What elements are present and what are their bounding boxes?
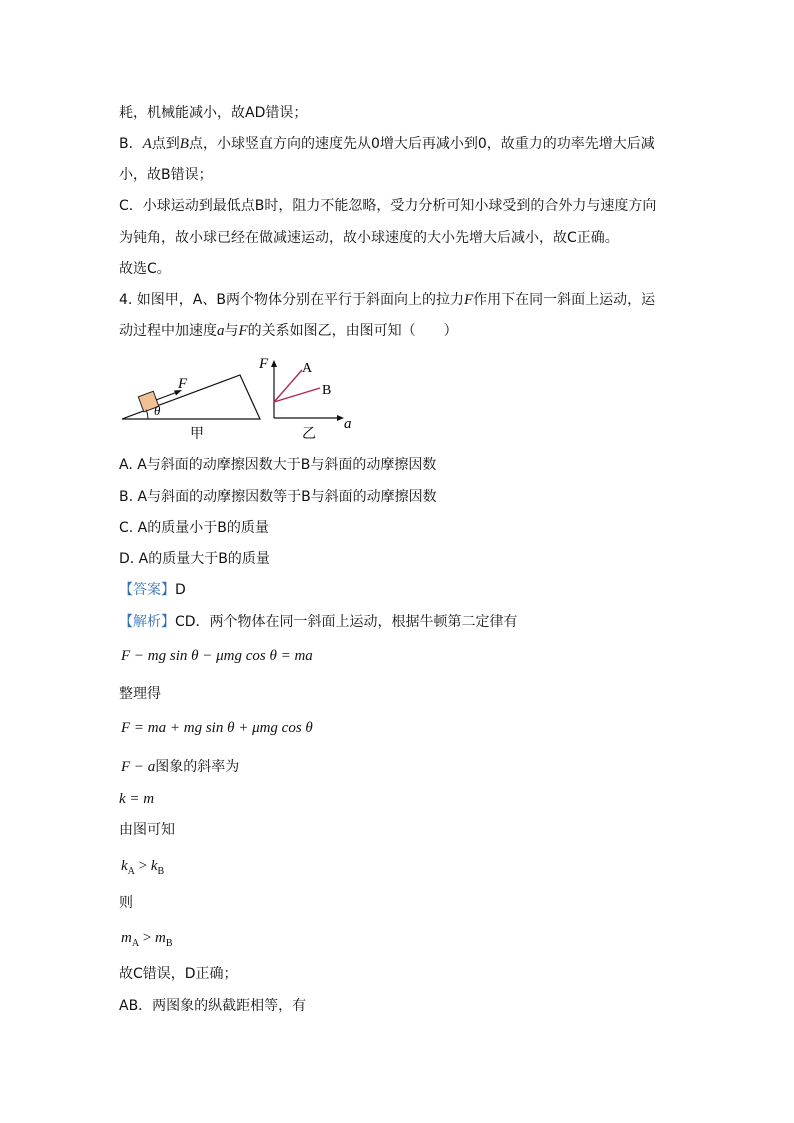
text-zhengli: 整理得: [119, 686, 161, 702]
equation-text: k = m: [119, 791, 155, 807]
angle-label: θ: [154, 403, 161, 418]
option-a: A. A与斜面的动摩擦因数大于B与斜面的动摩擦因数: [119, 457, 437, 473]
text-segment: 与: [224, 323, 239, 339]
option-c: C. A的质量小于B的质量: [119, 520, 269, 536]
text-line-1: 耗，机械能减小，故AD错误；: [119, 105, 308, 121]
option-b: B. A与斜面的动摩擦因数等于B与斜面的动摩擦因数: [119, 489, 437, 505]
analysis-text: CD．两个物体在同一斜面上运动，根据牛顿第二定律有: [175, 614, 518, 630]
figure-caption-jia: 甲: [190, 427, 204, 442]
equation-text: F − mg sin θ − μmg cos θ = ma: [121, 648, 313, 664]
text-line-6: 故选C。: [119, 261, 171, 277]
force-symbol: F: [464, 292, 474, 308]
point-b-symbol: B: [179, 136, 189, 152]
angle-arc: [146, 410, 148, 419]
text-line-3: 小，故B错误；: [119, 167, 213, 183]
force-label: F: [178, 376, 188, 392]
subscript-a: A: [131, 938, 140, 949]
f-a-symbol: F − a: [121, 759, 156, 775]
text-segment: 的关系如图乙，由图可知（ ）: [247, 323, 458, 339]
equation-2: [121, 718, 313, 738]
k-symbol: k: [150, 858, 158, 874]
question-4-line-1: [119, 290, 655, 310]
point-a-symbol: A: [142, 136, 152, 152]
answer-value: D: [175, 582, 186, 598]
equation-3: [119, 789, 154, 809]
y-axis-label: F: [259, 356, 269, 372]
line-a-label: A: [302, 361, 313, 376]
text-youtukezhi: 由图可知: [119, 822, 175, 838]
text-line-2: [119, 134, 655, 154]
x-axis-arrowhead: [337, 415, 344, 421]
text-segment: 作用下在同一斜面上运动，运: [473, 292, 656, 308]
answer-line: [119, 580, 186, 600]
m-symbol: m: [155, 930, 166, 946]
text-line-4: C．小球运动到最低点B时，阻力不能忽略，受力分析可知小球受到的合外力与速度方向: [119, 198, 657, 214]
option-d: D. A的质量大于B的质量: [119, 551, 270, 567]
operator: >: [134, 858, 151, 874]
text-segment: 图象的斜率为: [155, 759, 240, 775]
text-segment: 点，小球竖直方向的速度先从0增大后再减小到0，故重力的功率先增大后减: [188, 136, 655, 152]
text-segment: 4. 如图甲，A、B两个物体分别在平行于斜面向上的拉力: [119, 292, 464, 308]
figure-caption-yi: 乙: [302, 427, 316, 442]
equation-4: [121, 856, 164, 878]
equation-text: F = ma + mg sin θ + μmg cos θ: [121, 720, 313, 736]
text-segment: 动过程中加速度: [119, 323, 217, 339]
text-ze: 则: [119, 895, 133, 911]
text-segment: B．: [119, 136, 143, 152]
analysis-tag: 【解析】: [119, 614, 175, 630]
equation-1: [121, 646, 313, 666]
text-conclusion: 故C错误，D正确；: [119, 966, 238, 982]
subscript-b: B: [165, 938, 173, 949]
equation-5: [121, 928, 173, 950]
text-ab-analysis: AB．两图象的纵截距相等，有: [119, 998, 307, 1014]
figure-incline: [118, 352, 278, 442]
subscript-a: A: [127, 866, 135, 877]
line-b-label: B: [322, 383, 332, 398]
slope-text-line: [121, 757, 239, 777]
subscript-b: B: [157, 866, 165, 877]
text-line-5: 为钝角，故小球已经在做减速运动，故小球速度的大小先增大后减小，故C正确。: [119, 230, 619, 246]
k-symbol: k: [121, 858, 128, 874]
acceleration-symbol: a: [217, 323, 225, 339]
force-symbol: F: [238, 323, 248, 339]
text-segment: 点到: [151, 136, 180, 152]
y-axis-arrowhead: [271, 360, 277, 367]
question-4-line-2: [119, 321, 458, 341]
analysis-line: [119, 612, 518, 632]
answer-tag: 【答案】: [119, 582, 175, 598]
operator: >: [139, 930, 156, 946]
m-symbol: m: [121, 930, 132, 946]
figure-f-a-graph: [258, 352, 368, 442]
x-axis-label: a: [344, 416, 352, 432]
